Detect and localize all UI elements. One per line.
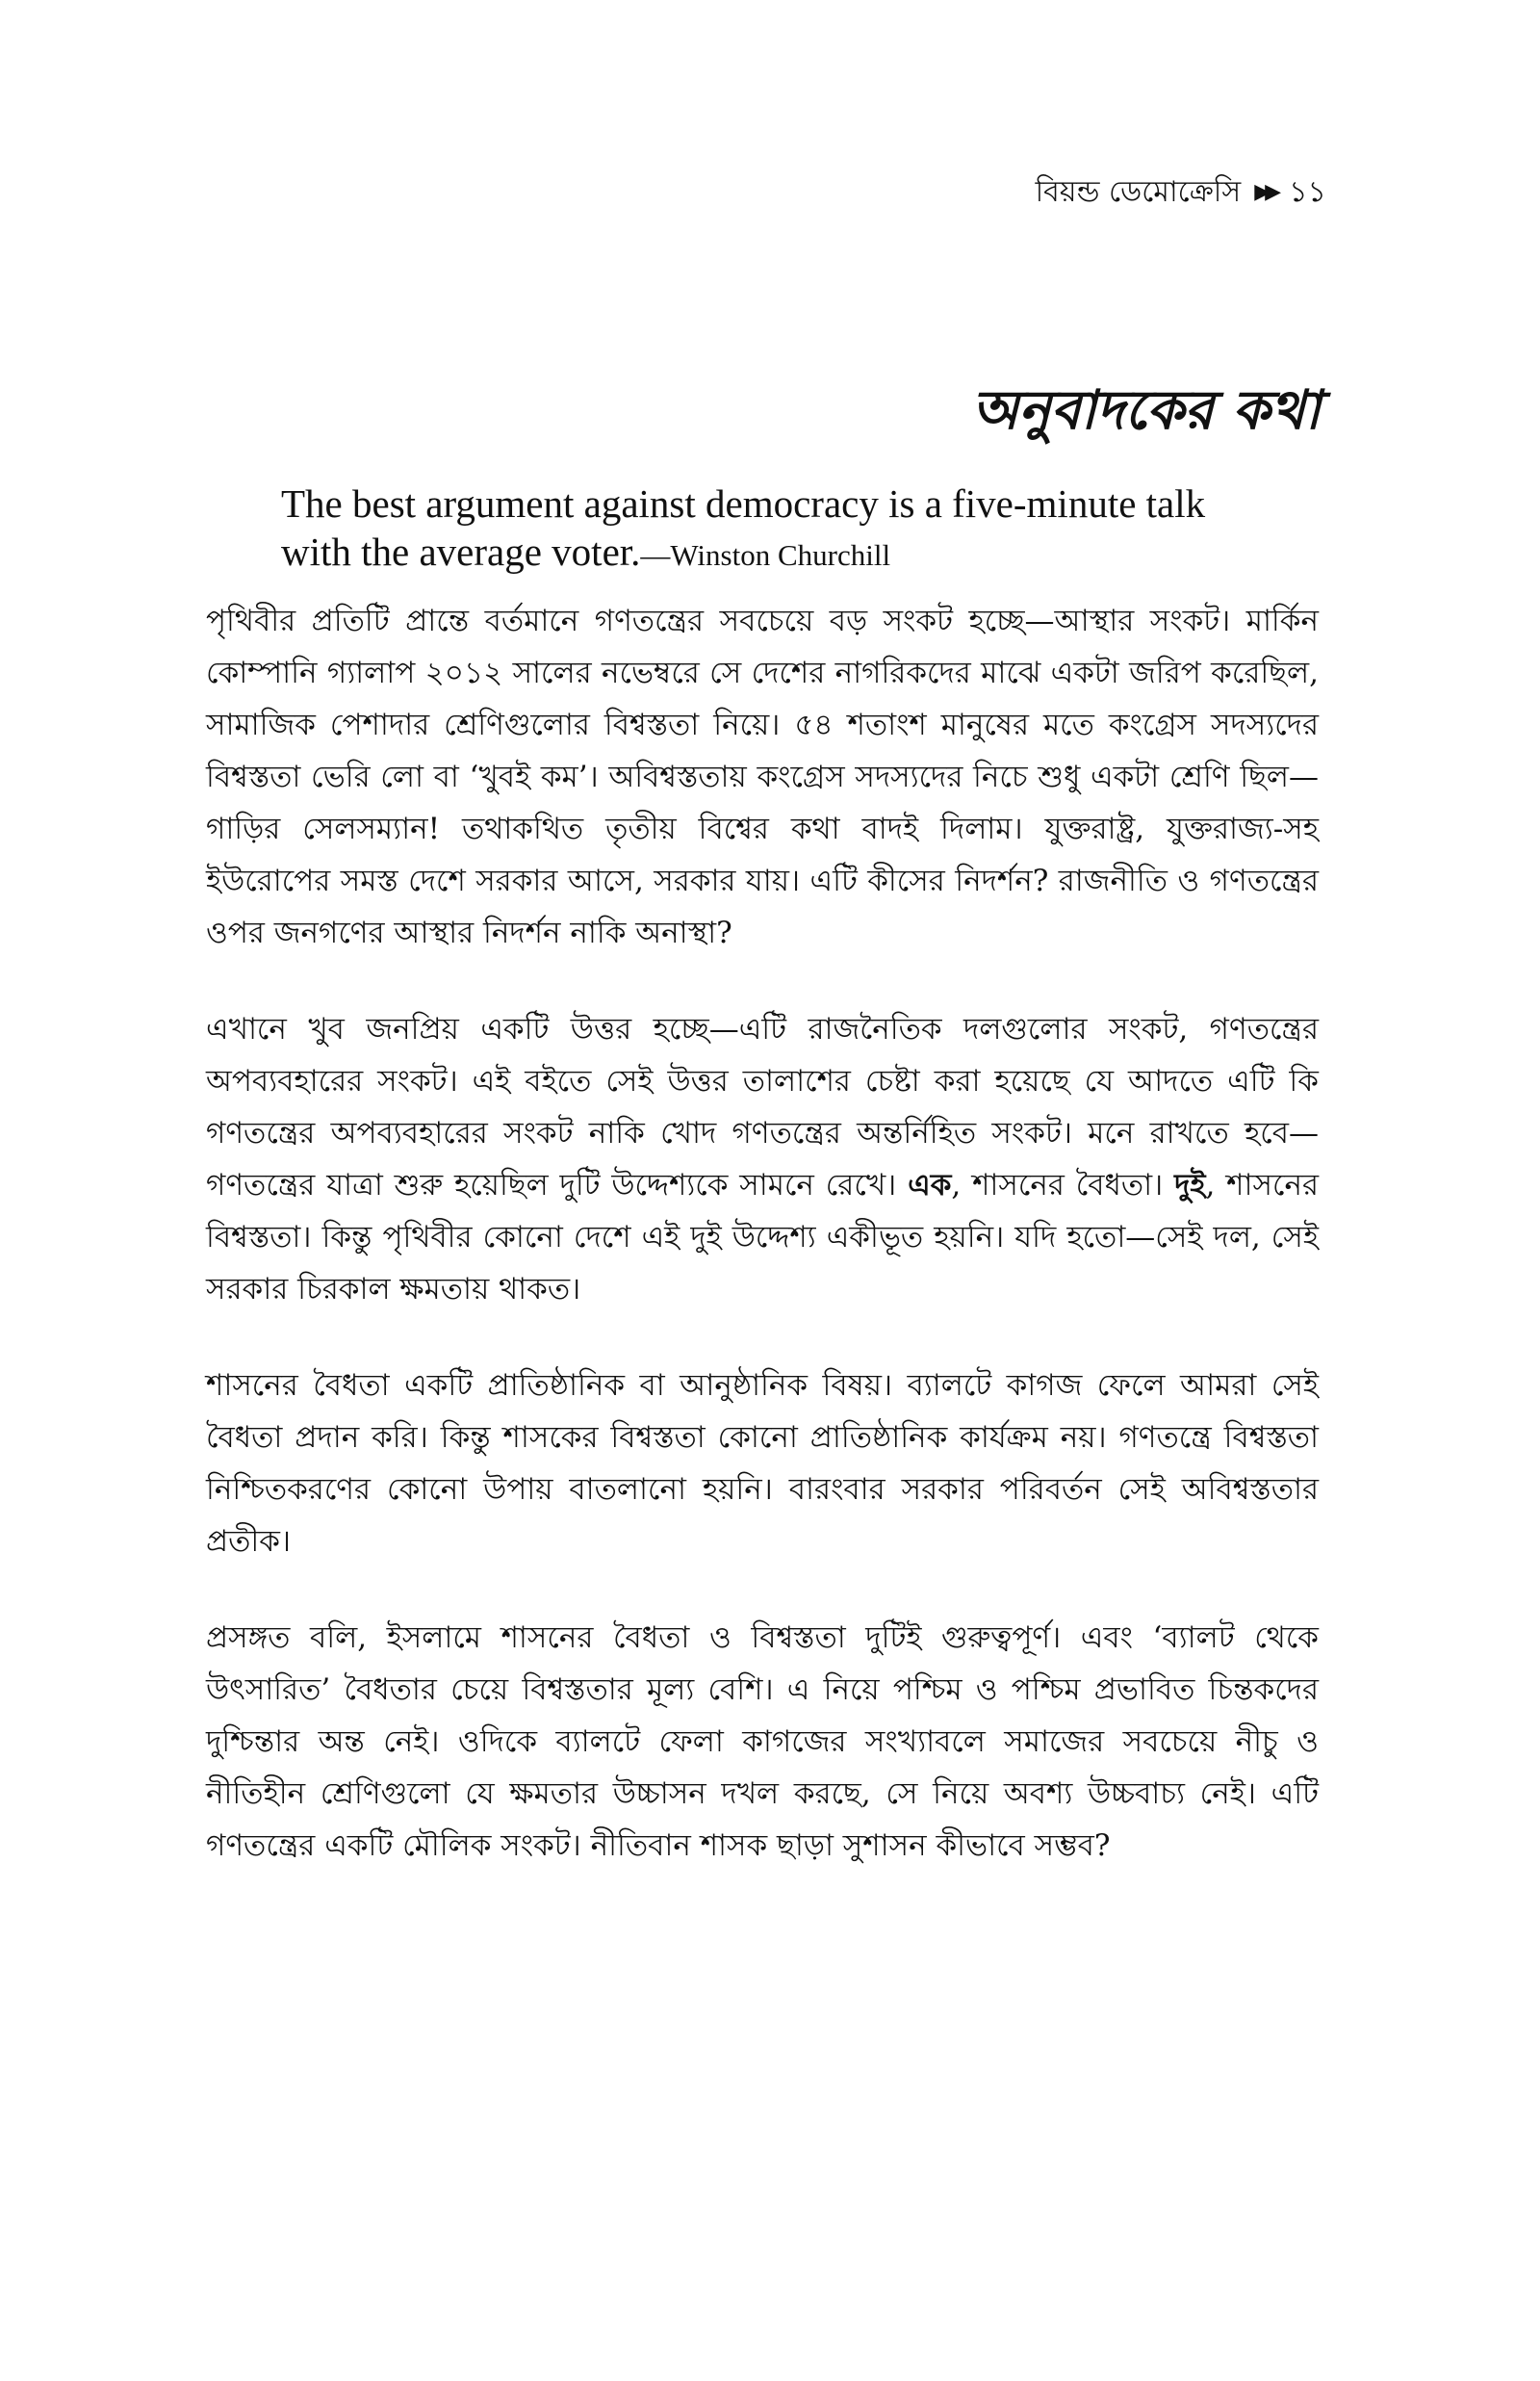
paragraph-2-part-1: এখানে খুব জনপ্রিয় একটি উত্তর হচ্ছে—এটি রাজনৈতিক দলগুলোর সংকট, গণতন্ত্রের অপব্যবহারের সংকট। এই বইতে সেই উত্তর তালাশের চেষ্টা করা হয়েছে যে আদতে এটি কি গণতন্ত্রের অপব্যবহারের সংকট নাকি খোদ গণতন্ত্রের অন্তর্নিহিত সংকট। মনে রাখতে হবে—গণতন্ত্রের যাত্রা শুরু হয়েছিল দুটি উদ্দেশ্যকে সামনে রেখে। — [206, 1012, 1319, 1203]
epigraph-attribution: —Winston Churchill — [640, 538, 891, 572]
paragraph-2-part-2: , শাসনের বৈধতা। — [951, 1168, 1175, 1203]
bold-term-one: এক — [908, 1168, 952, 1203]
paragraph-4: প্রসঙ্গত বলি, ইসলামে শাসনের বৈধতা ও বিশ্বস্ততা দুটিই গুরুত্বপূর্ণ। এবং ‘ব্যালট থেকে উৎসারিত’ বৈধতার চেয়ে বিশ্বস্ততার মূল্য বেশি। এ নিয়ে পশ্চিম ও পশ্চিম প্রভাবিত চিন্তকদের দুশ্চিন্তার অন্ত নেই। ওদিকে ব্যালটে ফেলা কাগজের সংখ্যাবলে সমাজের সবচেয়ে নীচু ও নীতিহীন শ্রেণিগুলো যে ক্ষমতার উচ্চাসন দখল করছে, সে নিয়ে অবশ্য উচ্চবাচ্য নেই। এটি গণতন্ত্রের একটি মৌলিক সংকট। নীতিবান শাসক ছাড়া সুশাসন কীভাবে সম্ভব? — [206, 1620, 1319, 1863]
epigraph-quote: The best argument against democracy is a five-minute talk with the average voter. — [281, 481, 1206, 574]
paragraph-2-part-3: , শাসনের বিশ্বস্ততা। কিন্তু পৃথিবীর কোনো দেশে এই দুই উদ্দেশ্য একীভূত হয়নি। যদি হতো—সেই দল, সেই সরকার চিরকাল ক্ষমতায় থাকত। — [206, 1168, 1320, 1307]
page-number: ১১ — [1289, 175, 1326, 209]
double-arrow-icon: ▶▶ — [1254, 180, 1276, 204]
chapter-title: অনুবাদকের কথা — [971, 379, 1321, 442]
paragraph-3: শাসনের বৈধতা একটি প্রাতিষ্ঠানিক বা আনুষ্ঠানিক বিষয়। ব্যালটে কাগজ ফেলে আমরা সেই বৈধতা প্রদান করি। কিন্তু শাসকের বিশ্বস্ততা কোনো প্রাতিষ্ঠানিক কার্যক্রম নয়। গণতন্ত্রে বিশ্বস্ততা নিশ্চিতকরণের কোনো উপায় বাতলানো হয়নি। বারংবার সরকার পরিবর্তন সেই অবিশ্বস্ততার প্রতীক। — [206, 1368, 1319, 1559]
epigraph — [281, 479, 1282, 580]
paragraph-2 — [206, 1003, 1319, 1315]
bold-term-two: দুই — [1174, 1168, 1206, 1203]
book-title: বিয়ন্ড ডেমোক্রেসি — [1035, 175, 1242, 209]
running-header — [1036, 173, 1326, 212]
paragraph-1: পৃথিবীর প্রতিটি প্রান্তে বর্তমানে গণতন্ত্রের সবচেয়ে বড় সংকট হচ্ছে—আস্থার সংকট। মার্কিন কোম্পানি গ্যালাপ ২০১২ সালের নভেম্বরে সে দেশের নাগরিকদের মাঝে একটা জরিপ করেছিল, সামাজিক পেশাদার শ্রেণিগুলোর বিশ্বস্ততা নিয়ে। ৫৪ শতাংশ মানুষের মতে কংগ্রেস সদস্যদের বিশ্বস্ততা ভেরি লো বা ‘খুবই কম’। অবিশ্বস্ততায় কংগ্রেস সদস্যদের নিচে শুধু একটা শ্রেণি ছিল—গাড়ির সেলসম্যান! তথাকথিত তৃতীয় বিশ্বের কথা বাদই দিলাম। যুক্তরাষ্ট্র, যুক্তরাজ্য-সহ ইউরোপের সমস্ত দেশে সরকার আসে, সরকার যায়। এটি কীসের নিদর্শন? রাজনীতি ও গণতন্ত্রের ওপর জনগণের আস্থার নিদর্শন নাকি অনাস্থা? — [206, 604, 1319, 950]
body-text — [206, 595, 1319, 1916]
